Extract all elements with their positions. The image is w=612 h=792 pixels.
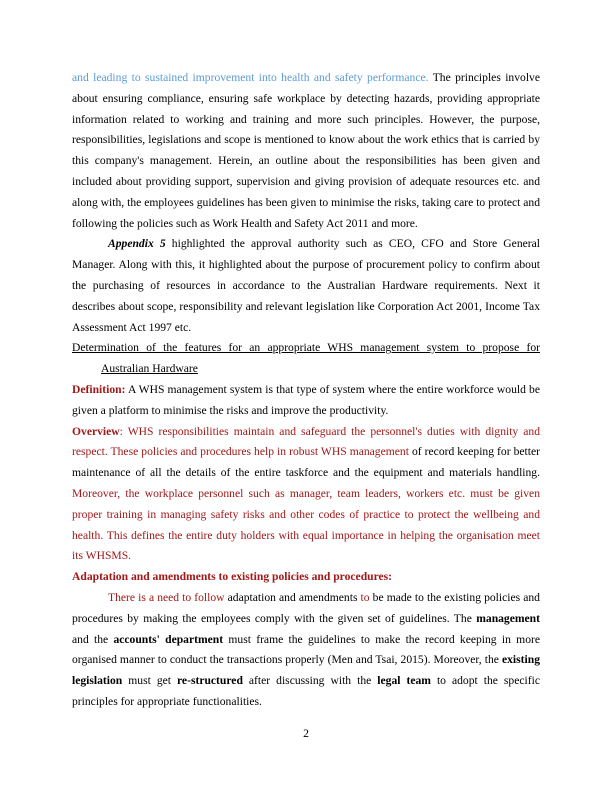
paragraph-adaptation	[72, 588, 540, 713]
adapt-text-1: adaptation and amendments	[224, 590, 361, 604]
adapt-text-7: to adopt the specific principles for appropriate functionalities.	[72, 674, 540, 708]
adaptation-heading: Adaptation and amendments to existing policies and procedures:	[72, 570, 393, 584]
overview-black-text: of record keeping for better maintenance of all the details of the entire taskforce and the equipment and materials handling.	[72, 445, 540, 480]
intro-text: The principles involve about ensuring compliance, ensuring safe workplace by detecting hazards, providing appropriate information related to working and training and more such principles. However, the purpose, responsibilities, legislations and scope is mentioned to know about the work ethics that is carried by this company's management. Herein, an outline about the responsibilities has been given and included about providing support, supervision and giving provision of adequate resources etc. and along with, the employees guidelines has been given to minimise the risks, taking care to protect and following the policies such as Work Health and Safety Act 2011 and more.	[72, 71, 540, 230]
adapt-bold-legislation: existing legislation	[72, 653, 540, 688]
adapt-text-5: must get	[122, 674, 177, 688]
adapt-text-3: and the	[72, 632, 114, 646]
overview-label: Overview	[72, 424, 120, 438]
determination-heading-line1: Determination of the features for an appropriate WHS management system to propose for	[72, 341, 540, 355]
document-page	[72, 68, 540, 713]
adapt-red-lead: There is a need to follow	[108, 590, 225, 604]
adapt-bold-legal-team: legal team	[377, 674, 431, 688]
overview-red-text-1: : WHS responsibilities maintain and safeguard the personnel's duties with dignity and respect. These policies and procedures help in robust WHS management	[72, 424, 540, 459]
definition-text: A WHS management system is that type of system where the entire workforce would be given a platform to minimise the risks and improve the productivity.	[72, 382, 540, 417]
adapt-bold-restructured: re-structured	[177, 674, 243, 688]
page-number: 2	[303, 727, 309, 740]
adapt-text-4: must frame the guidelines to make the record keeping in more organised manner to conduct the transactions properly (Men and Tsai, 2015). Moreover, the	[72, 632, 541, 667]
blue-lead-text: and leading to sustained improvement into health and safety performance.	[72, 71, 429, 84]
paragraph-appendix	[72, 234, 540, 338]
paragraph-definition	[72, 380, 540, 422]
determination-heading-line2: Australian Hardware	[101, 362, 198, 376]
paragraph-intro	[72, 68, 540, 234]
definition-label: Definition:	[72, 382, 126, 396]
appendix-label: Appendix 5	[108, 237, 166, 251]
adapt-red-to: to	[360, 590, 370, 604]
adapt-bold-accounts: accounts' department	[113, 632, 224, 646]
appendix-text: highlighted the approval authority such as CEO, CFO and Store General Manager. Along with this, it highlighted about the purpose of procurement policy to confirm about the purchasing of resources in accordance to the Australian Hardware requirements. Next it describes about scope, responsibility and relevant legislation like Corporation Act 2001, Income Tax Assessment Act 1997 etc.	[72, 237, 540, 334]
paragraph-overview	[72, 422, 540, 568]
overview-red-text-2: Moreover, the workplace personnel such as manager, team leaders, workers etc. must be given proper training in managing safety risks and other codes of practice to protect the wellbeing and health. This defines the entire duty holders with equal importance in helping the organisation meet its WHSMS.	[72, 486, 540, 563]
adapt-text-6: after discussing with the	[242, 674, 378, 688]
adapt-text-2: be made to the existing policies and procedures by making the employees comply with the given set of guidelines. The	[72, 590, 540, 625]
determination-heading	[72, 338, 540, 380]
adapt-bold-management: management	[476, 611, 540, 625]
